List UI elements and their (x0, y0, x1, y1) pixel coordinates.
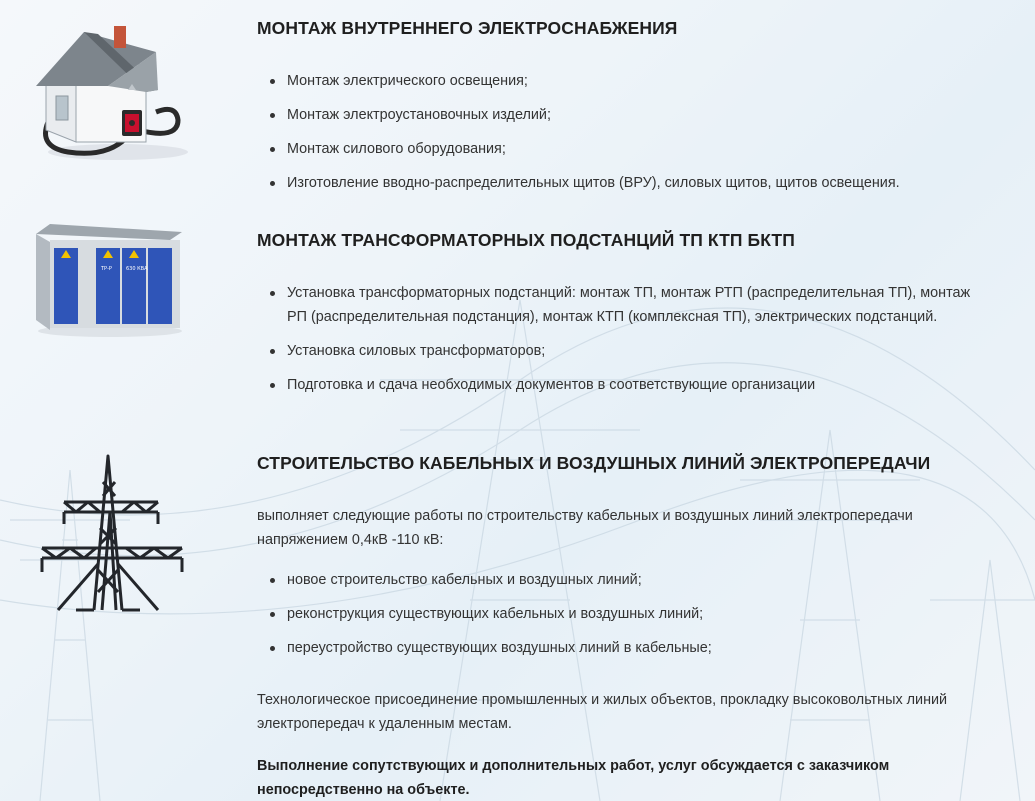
list-item: Подготовка и сдача необходимых документов в соответствующие организации (257, 373, 1027, 397)
section-extra: Технологическое присоединение промышленных и жилых объектов, прокладку высоковольтных линий электропередач к удаленным местам. (257, 692, 948, 732)
list-item: Монтаж электрического освещения; (257, 69, 1027, 93)
section-title: СТРОИТЕЛЬСТВО КАБЕЛЬНЫХ И ВОЗДУШНЫХ ЛИНИЙ ЭЛЕКТРОПЕРЕДАЧИ (257, 453, 931, 473)
house-plug-icon (28, 12, 193, 162)
list-item: Установка силовых трансформаторов; (257, 339, 1027, 363)
list-item: Установка трансформаторных подстанций: монтаж ТП, монтаж РТП (распределительная ТП), монтаж РП (распределительная подстанция), монтаж КТП (комплексная ТП), электрических подстанций. (257, 281, 1027, 329)
section-title: МОНТАЖ ВНУТРЕННЕГО ЭЛЕКТРОСНАБЖЕНИЯ (257, 18, 678, 38)
list-item: Монтаж электроустановочных изделий; (257, 103, 1027, 127)
list-item: Монтаж силового оборудования; (257, 137, 1027, 161)
section-intro: выполняет следующие работы по строительству кабельных и воздушных линий электропередачи напряжением 0,4кВ -110 кВ: (257, 508, 913, 548)
door-label: 630 КВА (126, 266, 148, 272)
transformer-substation-icon (30, 218, 185, 338)
list-item: новое строительство кабельных и воздушных линий; (257, 568, 1027, 592)
service-list (257, 281, 1027, 397)
list-item: реконструкция существующих кабельных и воздушных линий; (257, 602, 1027, 626)
service-list (257, 568, 1027, 660)
list-item: Изготовление вводно-распределительных щитов (ВРУ), силовых щитов, щитов освещения. (257, 171, 1027, 195)
section-note: Выполнение сопутствующих и дополнительных работ, услуг обсуждается с заказчиком непосредственно на объекте. (257, 758, 890, 798)
list-item: переустройство существующих воздушных линий в кабельные; (257, 636, 1027, 660)
section-title: МОНТАЖ ТРАНСФОРМАТОРНЫХ ПОДСТАНЦИЙ ТП КТП БКТП (257, 230, 795, 250)
power-tower-icon (36, 452, 188, 614)
service-list (257, 69, 1027, 195)
door-label: ТР-Р (101, 266, 112, 272)
